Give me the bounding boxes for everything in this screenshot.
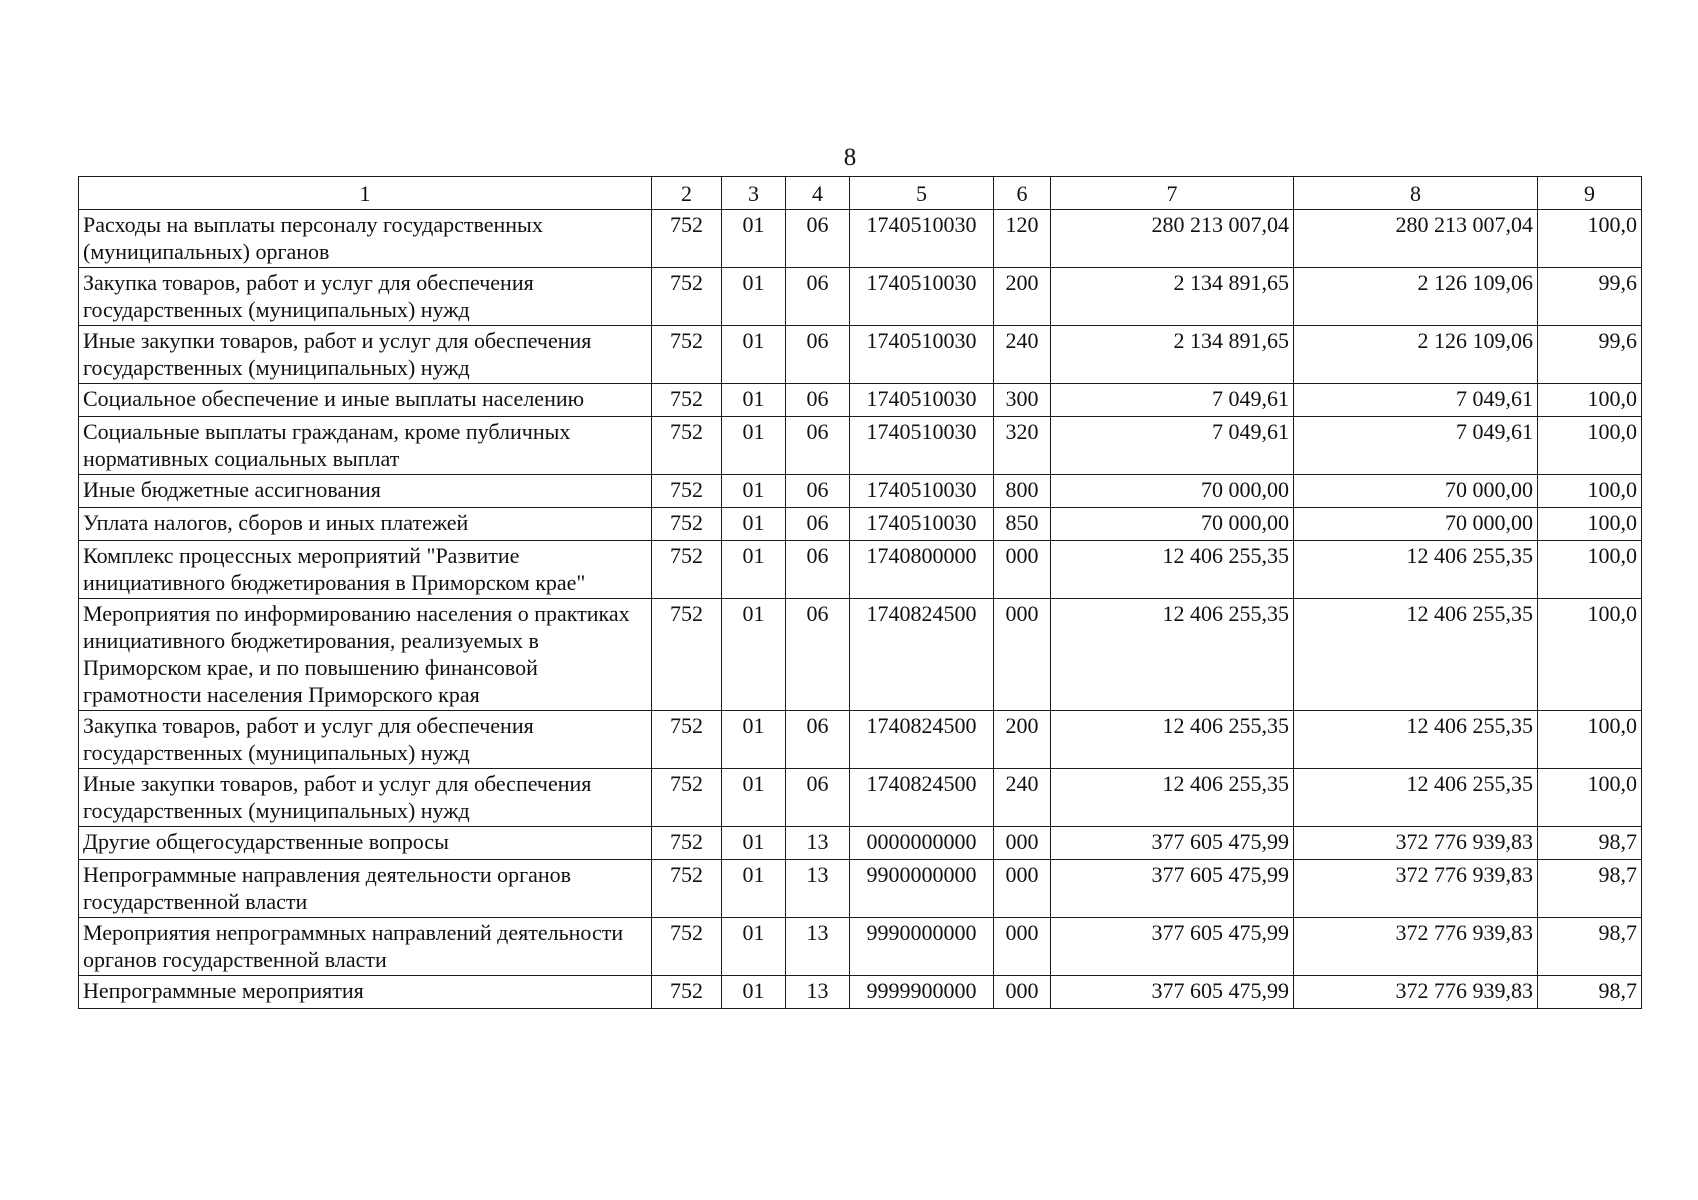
execution-percent-cell: 98,7 xyxy=(1538,918,1642,976)
column-header: 1 xyxy=(79,177,652,210)
expense-name-cell: Закупка товаров, работ и услуг для обеспечения государственных (муниципальных) нужд xyxy=(79,268,652,326)
target-article-cell: 1740510030 xyxy=(850,326,994,384)
expense-name-cell: Иные бюджетные ассигнования xyxy=(79,475,652,508)
section-code-cell: 01 xyxy=(722,976,786,1009)
ministry-code-cell: 752 xyxy=(652,508,722,541)
subsection-code-cell: 06 xyxy=(786,417,850,475)
expense-type-cell: 000 xyxy=(994,860,1051,918)
execution-percent-cell: 100,0 xyxy=(1538,384,1642,417)
execution-percent-cell: 100,0 xyxy=(1538,769,1642,827)
executed-amount-cell: 372 776 939,83 xyxy=(1294,976,1538,1009)
subsection-code-cell: 13 xyxy=(786,827,850,860)
execution-percent-cell: 100,0 xyxy=(1538,210,1642,268)
expense-type-cell: 000 xyxy=(994,541,1051,599)
column-header: 9 xyxy=(1538,177,1642,210)
expense-type-cell: 240 xyxy=(994,769,1051,827)
expense-name-cell: Иные закупки товаров, работ и услуг для обеспечения государственных (муниципальных) нужд xyxy=(79,326,652,384)
section-code-cell: 01 xyxy=(722,918,786,976)
target-article-cell: 1740510030 xyxy=(850,384,994,417)
subsection-code-cell: 06 xyxy=(786,475,850,508)
target-article-cell: 1740824500 xyxy=(850,769,994,827)
table-body xyxy=(79,210,1642,1009)
column-header: 7 xyxy=(1051,177,1294,210)
execution-percent-cell: 99,6 xyxy=(1538,326,1642,384)
ministry-code-cell: 752 xyxy=(652,711,722,769)
expense-type-cell: 200 xyxy=(994,711,1051,769)
planned-amount-cell: 377 605 475,99 xyxy=(1051,827,1294,860)
executed-amount-cell: 372 776 939,83 xyxy=(1294,918,1538,976)
section-code-cell: 01 xyxy=(722,475,786,508)
ministry-code-cell: 752 xyxy=(652,827,722,860)
executed-amount-cell: 70 000,00 xyxy=(1294,508,1538,541)
table-row xyxy=(79,326,1642,384)
expense-type-cell: 800 xyxy=(994,475,1051,508)
executed-amount-cell: 7 049,61 xyxy=(1294,384,1538,417)
expense-type-cell: 000 xyxy=(994,599,1051,711)
table-row xyxy=(79,918,1642,976)
planned-amount-cell: 377 605 475,99 xyxy=(1051,918,1294,976)
subsection-code-cell: 13 xyxy=(786,976,850,1009)
expense-type-cell: 320 xyxy=(994,417,1051,475)
planned-amount-cell: 377 605 475,99 xyxy=(1051,976,1294,1009)
execution-percent-cell: 98,7 xyxy=(1538,860,1642,918)
expense-name-cell: Комплекс процессных мероприятий "Развитие инициативного бюджетирования в Приморском крае" xyxy=(79,541,652,599)
column-header: 8 xyxy=(1294,177,1538,210)
table-row xyxy=(79,711,1642,769)
target-article-cell: 0000000000 xyxy=(850,827,994,860)
section-code-cell: 01 xyxy=(722,769,786,827)
section-code-cell: 01 xyxy=(722,210,786,268)
target-article-cell: 9990000000 xyxy=(850,918,994,976)
planned-amount-cell: 2 134 891,65 xyxy=(1051,268,1294,326)
table-row xyxy=(79,599,1642,711)
target-article-cell: 1740510030 xyxy=(850,417,994,475)
subsection-code-cell: 06 xyxy=(786,541,850,599)
planned-amount-cell: 70 000,00 xyxy=(1051,475,1294,508)
execution-percent-cell: 100,0 xyxy=(1538,541,1642,599)
ministry-code-cell: 752 xyxy=(652,417,722,475)
section-code-cell: 01 xyxy=(722,827,786,860)
ministry-code-cell: 752 xyxy=(652,541,722,599)
expense-name-cell: Непрограммные направления деятельности органов государственной власти xyxy=(79,860,652,918)
target-article-cell: 9999900000 xyxy=(850,976,994,1009)
planned-amount-cell: 12 406 255,35 xyxy=(1051,769,1294,827)
section-code-cell: 01 xyxy=(722,860,786,918)
ministry-code-cell: 752 xyxy=(652,918,722,976)
section-code-cell: 01 xyxy=(722,599,786,711)
target-article-cell: 1740800000 xyxy=(850,541,994,599)
column-header: 6 xyxy=(994,177,1051,210)
planned-amount-cell: 377 605 475,99 xyxy=(1051,860,1294,918)
column-header: 5 xyxy=(850,177,994,210)
subsection-code-cell: 06 xyxy=(786,508,850,541)
target-article-cell: 9900000000 xyxy=(850,860,994,918)
expense-name-cell: Иные закупки товаров, работ и услуг для обеспечения государственных (муниципальных) нужд xyxy=(79,769,652,827)
subsection-code-cell: 06 xyxy=(786,268,850,326)
planned-amount-cell: 70 000,00 xyxy=(1051,508,1294,541)
ministry-code-cell: 752 xyxy=(652,326,722,384)
table-row xyxy=(79,769,1642,827)
execution-percent-cell: 99,6 xyxy=(1538,268,1642,326)
planned-amount-cell: 7 049,61 xyxy=(1051,384,1294,417)
page-number: 8 xyxy=(843,144,857,171)
expense-type-cell: 300 xyxy=(994,384,1051,417)
expense-name-cell: Мероприятия непрограммных направлений деятельности органов государственной власти xyxy=(79,918,652,976)
target-article-cell: 1740510030 xyxy=(850,268,994,326)
table-row xyxy=(79,475,1642,508)
subsection-code-cell: 06 xyxy=(786,326,850,384)
expense-type-cell: 000 xyxy=(994,976,1051,1009)
executed-amount-cell: 12 406 255,35 xyxy=(1294,711,1538,769)
table-row xyxy=(79,417,1642,475)
ministry-code-cell: 752 xyxy=(652,475,722,508)
target-article-cell: 1740824500 xyxy=(850,599,994,711)
ministry-code-cell: 752 xyxy=(652,384,722,417)
subsection-code-cell: 06 xyxy=(786,210,850,268)
section-code-cell: 01 xyxy=(722,508,786,541)
expense-name-cell: Закупка товаров, работ и услуг для обеспечения государственных (муниципальных) нужд xyxy=(79,711,652,769)
target-article-cell: 1740510030 xyxy=(850,210,994,268)
expense-name-cell: Непрограммные мероприятия xyxy=(79,976,652,1009)
ministry-code-cell: 752 xyxy=(652,769,722,827)
ministry-code-cell: 752 xyxy=(652,860,722,918)
execution-percent-cell: 98,7 xyxy=(1538,976,1642,1009)
section-code-cell: 01 xyxy=(722,268,786,326)
section-code-cell: 01 xyxy=(722,541,786,599)
expense-type-cell: 120 xyxy=(994,210,1051,268)
executed-amount-cell: 70 000,00 xyxy=(1294,475,1538,508)
ministry-code-cell: 752 xyxy=(652,268,722,326)
column-number-row xyxy=(79,177,1642,210)
executed-amount-cell: 12 406 255,35 xyxy=(1294,769,1538,827)
section-code-cell: 01 xyxy=(722,417,786,475)
execution-percent-cell: 98,7 xyxy=(1538,827,1642,860)
ministry-code-cell: 752 xyxy=(652,976,722,1009)
expense-type-cell: 240 xyxy=(994,326,1051,384)
table-row xyxy=(79,976,1642,1009)
section-code-cell: 01 xyxy=(722,326,786,384)
subsection-code-cell: 06 xyxy=(786,599,850,711)
expense-name-cell: Социальное обеспечение и иные выплаты населению xyxy=(79,384,652,417)
executed-amount-cell: 2 126 109,06 xyxy=(1294,326,1538,384)
executed-amount-cell: 372 776 939,83 xyxy=(1294,860,1538,918)
table-row xyxy=(79,210,1642,268)
target-article-cell: 1740510030 xyxy=(850,508,994,541)
planned-amount-cell: 12 406 255,35 xyxy=(1051,541,1294,599)
executed-amount-cell: 12 406 255,35 xyxy=(1294,599,1538,711)
planned-amount-cell: 12 406 255,35 xyxy=(1051,599,1294,711)
column-header: 2 xyxy=(652,177,722,210)
expense-name-cell: Уплата налогов, сборов и иных платежей xyxy=(79,508,652,541)
executed-amount-cell: 2 126 109,06 xyxy=(1294,268,1538,326)
table-row xyxy=(79,384,1642,417)
expense-type-cell: 850 xyxy=(994,508,1051,541)
target-article-cell: 1740510030 xyxy=(850,475,994,508)
expense-name-cell: Социальные выплаты гражданам, кроме публичных нормативных социальных выплат xyxy=(79,417,652,475)
table-row xyxy=(79,541,1642,599)
execution-percent-cell: 100,0 xyxy=(1538,508,1642,541)
execution-percent-cell: 100,0 xyxy=(1538,711,1642,769)
planned-amount-cell: 2 134 891,65 xyxy=(1051,326,1294,384)
expense-type-cell: 200 xyxy=(994,268,1051,326)
execution-percent-cell: 100,0 xyxy=(1538,599,1642,711)
table-row xyxy=(79,860,1642,918)
subsection-code-cell: 13 xyxy=(786,860,850,918)
expense-type-cell: 000 xyxy=(994,827,1051,860)
expense-name-cell: Другие общегосударственные вопросы xyxy=(79,827,652,860)
table-row xyxy=(79,827,1642,860)
ministry-code-cell: 752 xyxy=(652,599,722,711)
execution-percent-cell: 100,0 xyxy=(1538,417,1642,475)
table-row xyxy=(79,268,1642,326)
ministry-code-cell: 752 xyxy=(652,210,722,268)
subsection-code-cell: 06 xyxy=(786,711,850,769)
subsection-code-cell: 13 xyxy=(786,918,850,976)
subsection-code-cell: 06 xyxy=(786,384,850,417)
planned-amount-cell: 280 213 007,04 xyxy=(1051,210,1294,268)
column-header: 3 xyxy=(722,177,786,210)
executed-amount-cell: 280 213 007,04 xyxy=(1294,210,1538,268)
executed-amount-cell: 372 776 939,83 xyxy=(1294,827,1538,860)
executed-amount-cell: 12 406 255,35 xyxy=(1294,541,1538,599)
execution-percent-cell: 100,0 xyxy=(1538,475,1642,508)
planned-amount-cell: 12 406 255,35 xyxy=(1051,711,1294,769)
expense-type-cell: 000 xyxy=(994,918,1051,976)
executed-amount-cell: 7 049,61 xyxy=(1294,417,1538,475)
table-row xyxy=(79,508,1642,541)
expense-name-cell: Расходы на выплаты персоналу государственных (муниципальных) органов xyxy=(79,210,652,268)
planned-amount-cell: 7 049,61 xyxy=(1051,417,1294,475)
subsection-code-cell: 06 xyxy=(786,769,850,827)
section-code-cell: 01 xyxy=(722,384,786,417)
target-article-cell: 1740824500 xyxy=(850,711,994,769)
budget-table xyxy=(78,176,1642,1009)
expense-name-cell: Мероприятия по информированию населения о практиках инициативного бюджетирования, реализуемых в Приморском крае, и по повышению финансовой грамотности населения Приморского края xyxy=(79,599,652,711)
column-header: 4 xyxy=(786,177,850,210)
section-code-cell: 01 xyxy=(722,711,786,769)
